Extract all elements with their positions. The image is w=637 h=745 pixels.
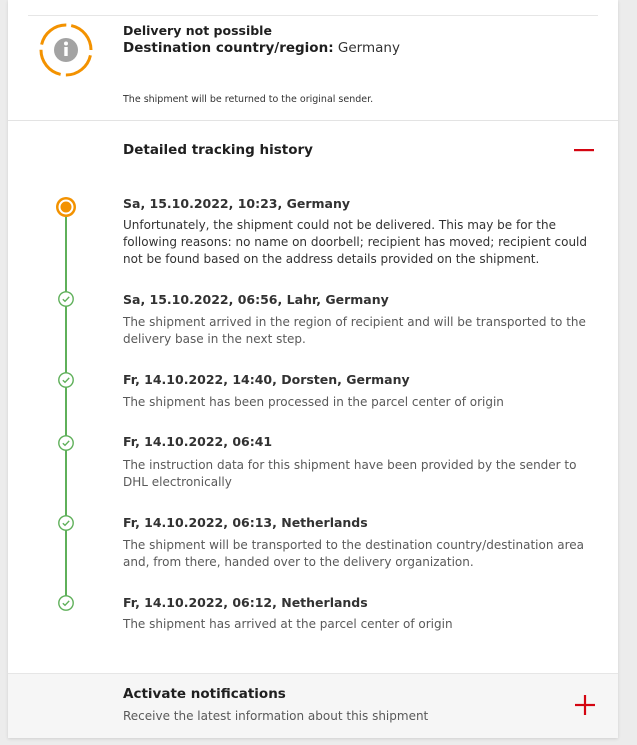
event-title: Sa, 15.10.2022, 10:23, Germany [123,196,351,211]
event-description: The shipment will be transported to the destination country/destination area and, from there, handed over to the delivery organization. [123,538,585,569]
checkmark-icon [58,595,74,611]
destination-country [123,40,400,56]
event-description: The instruction data for this shipment have been provided by the sender to DHL electronically [123,458,577,489]
checkmark-icon [58,372,74,388]
event-title: Sa, 15.10.2022, 06:56, Lahr, Germany [123,292,389,307]
event-title: Fr, 14.10.2022, 06:12, Netherlands [123,595,368,610]
status-note: The shipment will be returned to the original sender. [123,94,374,105]
destination-value: Germany [337,40,400,56]
checkmark-icon [58,291,74,307]
notifications-title: Activate notifications [123,686,286,702]
shipment-card [8,0,618,738]
plus-icon [575,695,595,715]
current-status-dot-icon [55,196,77,218]
event-title: Fr, 14.10.2022, 06:41 [123,434,273,449]
event-title: Fr, 14.10.2022, 14:40, Dorsten, Germany [123,372,410,387]
timeline-line [65,212,67,604]
notifications-subtitle: Receive the latest information about this shipment [123,709,429,723]
top-divider [28,15,598,16]
collapse-history-button[interactable] [572,140,596,160]
notifications-section[interactable] [8,673,618,738]
checkmark-icon [58,515,74,531]
event-description: The shipment arrived in the region of recipient and will be transported to the delivery base in the next step. [123,315,586,346]
activate-notifications-button[interactable] [574,694,596,716]
tracking-history-title: Detailed tracking history [123,142,313,158]
event-title: Fr, 14.10.2022, 06:13, Netherlands [123,515,368,530]
section-divider [8,120,618,121]
status-title: Delivery not possible [123,23,272,38]
minus-icon [574,149,594,151]
destination-label: Destination country/region: [123,40,334,56]
info-icon [38,22,94,78]
event-description: Unfortunately, the shipment could not be delivered. This may be for the following reasons: no name on doorbell; recipient has moved; recipient could not be found based on the address details provided on the shipment. [123,218,588,266]
event-description: The shipment has arrived at the parcel center of origin [123,617,453,631]
checkmark-icon [58,435,74,451]
event-description: The shipment has been processed in the parcel center of origin [123,395,504,409]
